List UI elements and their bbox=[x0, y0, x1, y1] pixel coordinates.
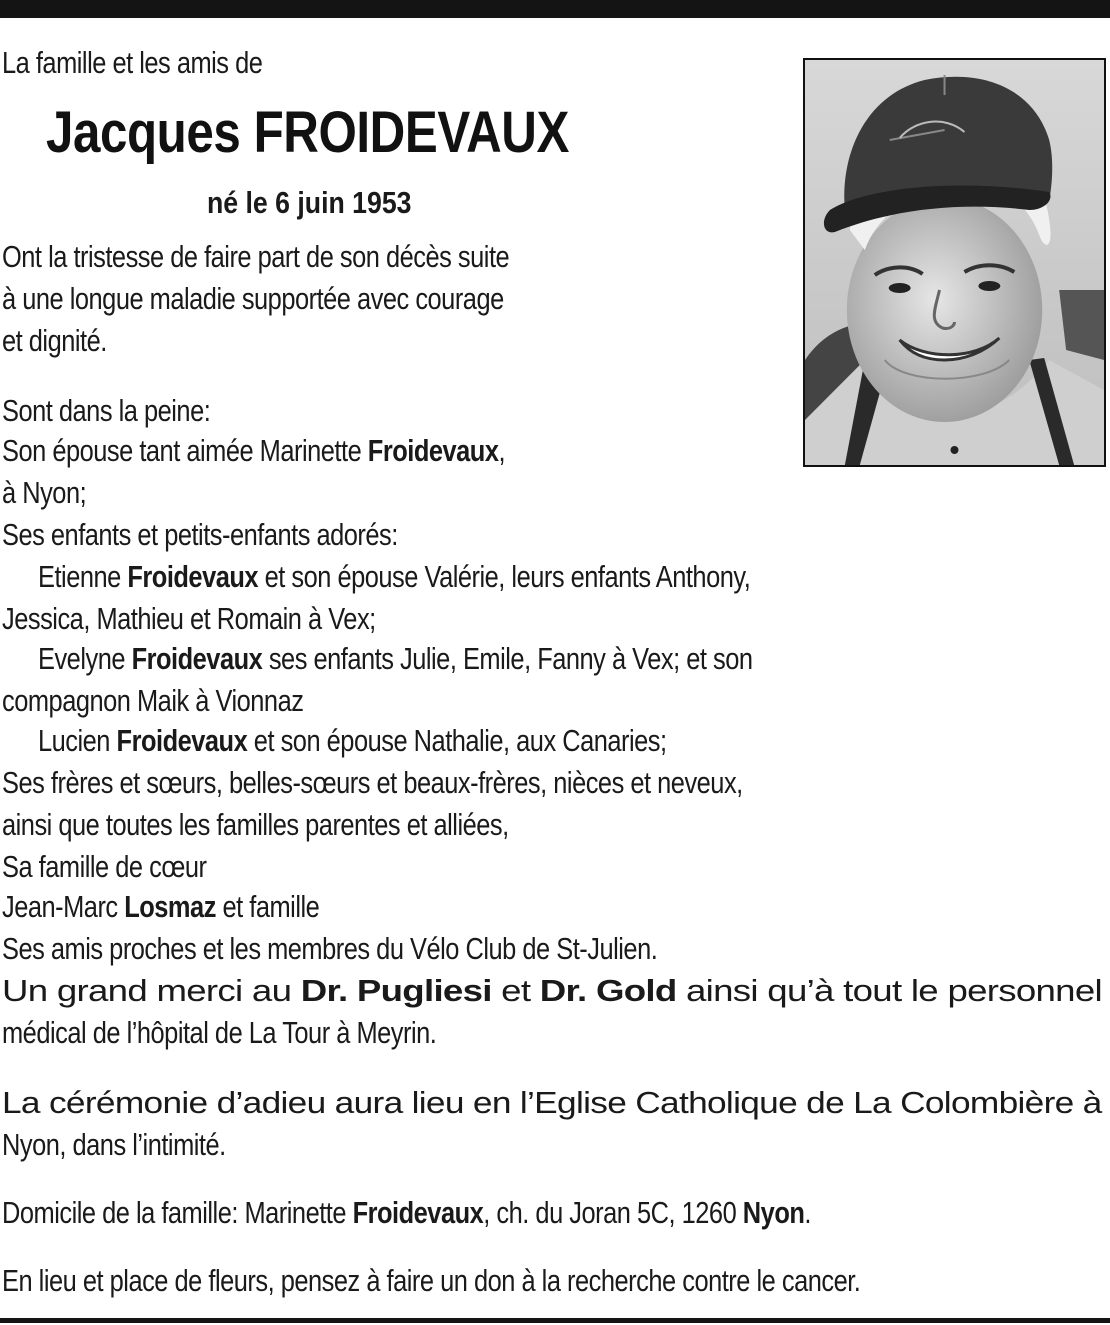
surname: Froidevaux bbox=[367, 433, 499, 468]
heart-family-line: Sa famille de cœur bbox=[2, 849, 207, 884]
city: Nyon bbox=[742, 1195, 805, 1230]
deceased-name: Jacques FROIDEVAUX bbox=[46, 100, 569, 165]
siblings-line: Ses frères et sœurs, belles-sœurs et beaux-frères, nièces et neveux, bbox=[2, 765, 743, 800]
announcement-line-2: à une longue maladie supportée avec courage bbox=[2, 281, 504, 316]
doctor-name: Dr. Gold bbox=[539, 973, 677, 1008]
surname: Froidevaux bbox=[116, 723, 248, 758]
spouse-place: à Nyon; bbox=[2, 475, 87, 510]
lucien-line: Lucien Froidevaux et son épouse Nathalie, aux Canaries; bbox=[38, 723, 667, 758]
spouse-line: Son épouse tant aimée Marinette Froidevaux, bbox=[2, 433, 506, 468]
thanks-line-1: Un grand merci au Dr. Pugliesi et Dr. Gold ainsi qu’à tout le personnel bbox=[2, 973, 1102, 1008]
bottom-rule bbox=[0, 1318, 1110, 1323]
evelyne-line: Evelyne Froidevaux ses enfants Julie, Emile, Fanny à Vex; et son bbox=[38, 641, 753, 676]
top-rule bbox=[0, 0, 1110, 18]
friends-line: Ses amis proches et les membres du Vélo Club de St-Julien. bbox=[2, 931, 658, 966]
surname: Froidevaux bbox=[131, 641, 263, 676]
surname: Losmaz bbox=[124, 889, 216, 924]
jean-marc-line: Jean-Marc Losmaz et famille bbox=[2, 889, 320, 924]
domicile-line: Domicile de la famille: Marinette Froidevaux, ch. du Joran 5C, 1260 Nyon. bbox=[2, 1195, 811, 1230]
mourners-heading: Sont dans la peine: bbox=[2, 393, 211, 428]
donation-line: En lieu et place de fleurs, pensez à faire un don à la recherche contre le cancer. bbox=[2, 1263, 861, 1298]
announcement-line-3: et dignité. bbox=[2, 323, 107, 358]
portrait-photo-icon bbox=[803, 58, 1106, 467]
families-line: ainsi que toutes les familles parentes et alliées, bbox=[2, 807, 509, 842]
surname: Froidevaux bbox=[127, 559, 259, 594]
ceremony-line-1: La cérémonie d’adieu aura lieu en l’Eglise Catholique de La Colombière à bbox=[2, 1085, 1102, 1120]
thanks-line-2: médical de l’hôpital de La Tour à Meyrin. bbox=[2, 1015, 437, 1050]
children-heading: Ses enfants et petits-enfants adorés: bbox=[2, 517, 398, 552]
intro-text: La famille et les amis de bbox=[2, 45, 263, 80]
ceremony-line-2: Nyon, dans l’intimité. bbox=[2, 1127, 226, 1162]
birth-date: né le 6 juin 1953 bbox=[207, 185, 412, 220]
doctor-name: Dr. Pugliesi bbox=[300, 973, 492, 1008]
etienne-line-2: Jessica, Mathieu et Romain à Vex; bbox=[2, 601, 376, 636]
evelyne-line-2: compagnon Maik à Vionnaz bbox=[2, 683, 304, 718]
announcement-line-1: Ont la tristesse de faire part de son décès suite bbox=[2, 239, 510, 274]
surname: Froidevaux bbox=[352, 1195, 484, 1230]
etienne-line: Etienne Froidevaux et son épouse Valérie, leurs enfants Anthony, bbox=[38, 559, 751, 594]
